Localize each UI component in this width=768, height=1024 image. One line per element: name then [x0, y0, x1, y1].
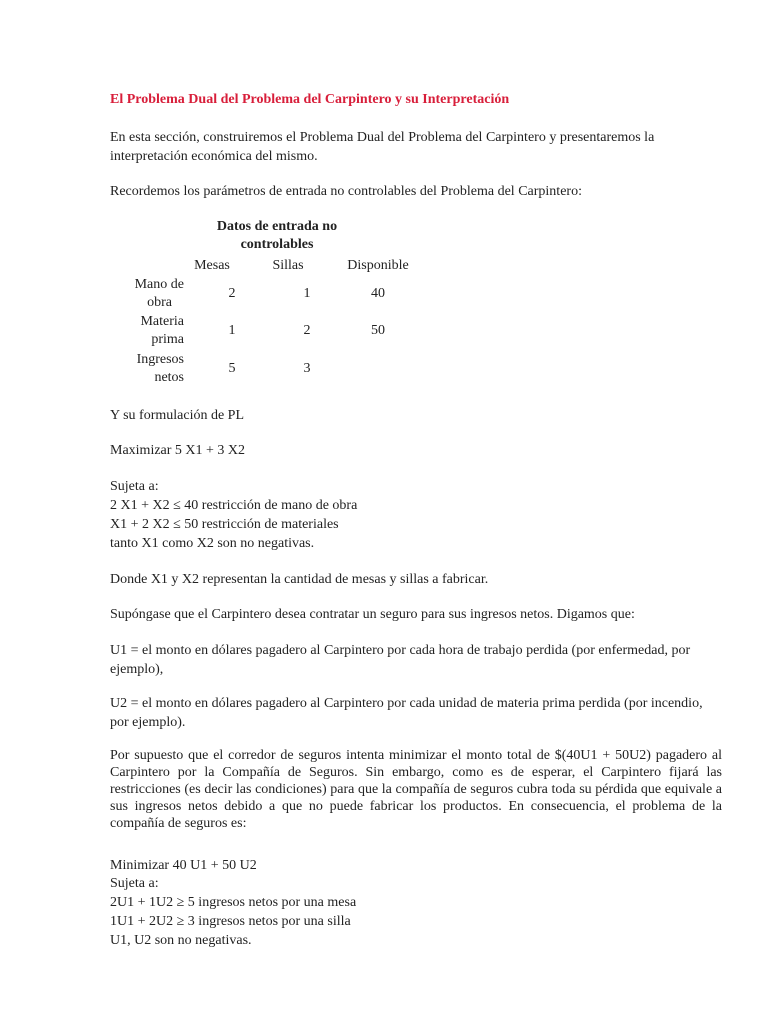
table-header-line1: Datos de entrada no — [216, 219, 338, 234]
constraint-line: X1 + 2 X2 ≤ 50 restricción de materiales — [110, 517, 339, 532]
input-data-table — [110, 216, 440, 392]
table-cell: 3 — [303, 361, 311, 376]
constraint-line: 2 X1 + X2 ≤ 40 restricción de mano de obra — [110, 498, 358, 513]
variables-definition: Donde X1 y X2 representan la cantidad de mesas y sillas a fabricar. — [110, 572, 489, 587]
row-label-ingresos-netos-2: netos — [154, 370, 184, 385]
row-label-mano-de-obra-1: Mano de — [134, 277, 184, 292]
dual-line: 1U1 + 2U2 ≥ 3 ingresos netos por una silla — [110, 914, 351, 929]
dual-line: 2U1 + 1U2 ≥ 5 ingresos netos por una mesa — [110, 895, 357, 910]
dual-line: Minimizar 40 U1 + 50 U2 — [110, 858, 257, 873]
constraint-line: Sujeta a: — [110, 479, 159, 494]
table-cell: 2 — [228, 286, 236, 301]
pl-intro: Y su formulación de PL — [110, 408, 245, 423]
objective-line: Maximizar 5 X1 + 3 X2 — [110, 443, 246, 458]
table-cell: 40 — [371, 286, 385, 301]
table-cell: 1 — [228, 323, 236, 338]
broker-paragraph: Por supuesto que el corredor de seguros intenta minimizar el monto total de $(40U1 + 50U2) pagadero al Carpintero por la Compañía de Seguros. Sin embargo, como es de esperar, el Carpintero fijará las restricciones (es decir las condiciones) para que la compañía de seguros cubra toda su pérdida que equivale a sus ingresos netos debido a que no puede fabricar los productos. En consecuencia, el problema de la compañía de seguros es: — [110, 748, 722, 831]
dual-line: U1, U2 son no negativas. — [110, 933, 252, 948]
page-title: El Problema Dual del Problema del Carpintero y su Interpretación — [110, 92, 510, 107]
row-label-ingresos-netos-1: Ingresos — [136, 352, 184, 367]
row-label-mano-de-obra-2: obra — [147, 295, 172, 310]
table-header-line2: controlables — [240, 237, 314, 252]
u2-definition: U2 = el monto en dólares pagadero al Carpintero por cada unidad de materia prima perdida (por incendio, por ejemplo). — [110, 696, 703, 730]
insurance-intro: Supóngase que el Carpintero desea contratar un seguro para sus ingresos netos. Digamos que: — [110, 607, 635, 622]
table-cell: 5 — [228, 361, 236, 376]
column-header-sillas: Sillas — [272, 258, 304, 273]
dual-line: Sujeta a: — [110, 876, 159, 891]
table-cell: 50 — [371, 323, 385, 338]
column-header-mesas: Mesas — [194, 258, 230, 273]
table-cell: 1 — [303, 286, 311, 301]
row-label-materia-prima-2: prima — [151, 332, 184, 347]
constraint-line: tanto X1 como X2 son no negativas. — [110, 536, 315, 551]
column-header-disponible: Disponible — [347, 258, 409, 273]
u1-definition: U1 = el monto en dólares pagadero al Carpintero por cada hora de trabajo perdida (por enfermedad, por ejemplo), — [110, 643, 691, 677]
table-cell: 2 — [303, 323, 311, 338]
row-label-materia-prima-1: Materia — [140, 314, 184, 329]
recall-paragraph: Recordemos los parámetros de entrada no controlables del Problema del Carpintero: — [110, 184, 582, 199]
intro-paragraph: En esta sección, construiremos el Problema Dual del Problema del Carpintero y presentaremos la interpretación económica del mismo. — [110, 130, 655, 164]
